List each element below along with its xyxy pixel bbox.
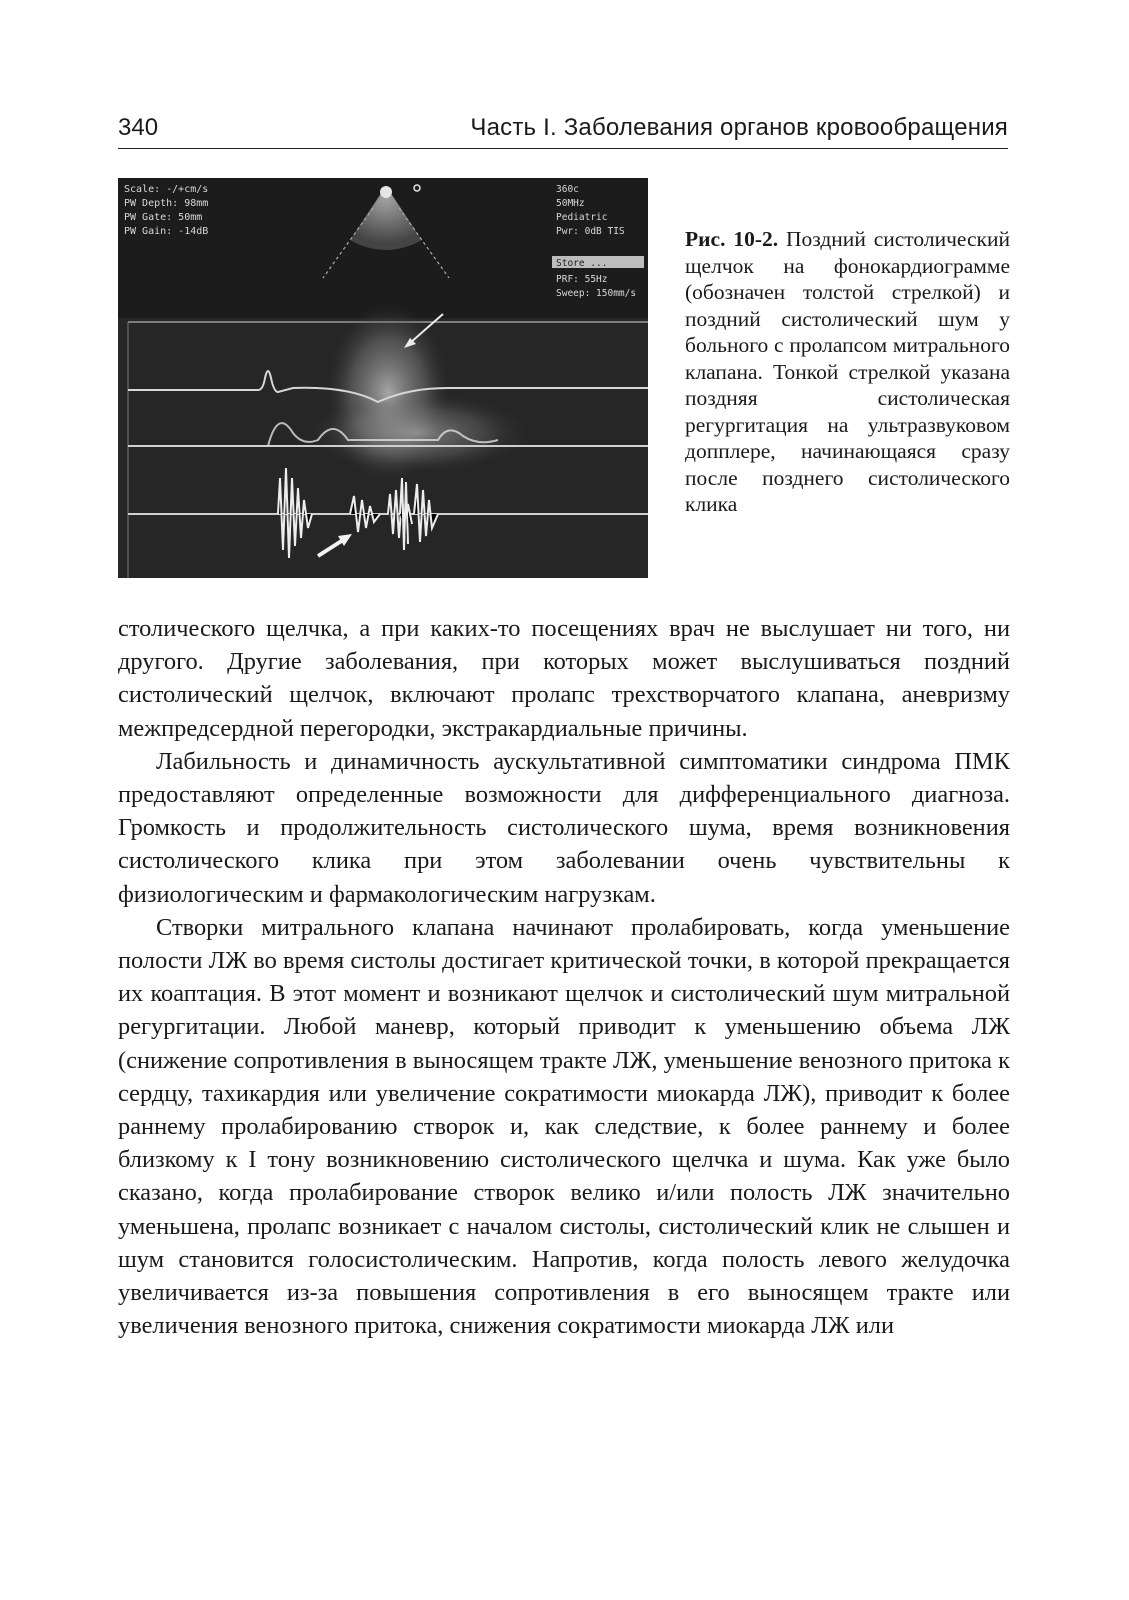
- overlay-right-line: Pediatric: [556, 212, 608, 223]
- caption-label: Рис. 10-2.: [685, 227, 779, 251]
- overlay-right-line: PRF: 55Hz: [556, 274, 608, 285]
- running-head: [118, 108, 1008, 149]
- overlay-left-line: PW Depth: 98mm: [124, 198, 209, 209]
- doppler-figure: [118, 178, 648, 578]
- page-number: 340: [118, 114, 159, 141]
- overlay-right-line: 360c: [556, 184, 579, 195]
- overlay-left-line: PW Gain: -14dB: [124, 226, 209, 237]
- paragraph: столического щелчка, а при каких-то посещениях врач не выслушает ни того, ни другого. Другие заболевания, при которых может выслушиваться поздний систолический щелчок, включают пролапс трехстворчатого клапана, аневризму межпредсердной перегородки, экстракардиальные причины.: [118, 615, 1010, 742]
- overlay-left-line: Scale: -/+cm/s: [124, 184, 209, 195]
- overlay-right-line: 50MHz: [556, 198, 585, 209]
- overlay-right-line: Sweep: 150mm/s: [556, 288, 637, 299]
- figure-caption: [685, 226, 1010, 518]
- overlay-right-line: Store ...: [556, 258, 608, 269]
- paragraph: Створки митрального клапана начинают пролабировать, когда уменьшение полости ЛЖ во время систолы достигает критической точки, в которой прекращается их коаптация. В этот момент и возникают щелчок и систолический шум митральной регургитации. Любой маневр, который приводит к уменьшению объема ЛЖ (снижение сопротивления в выносящем тракте ЛЖ, уменьшение венозного притока к сердцу, тахикардия или увеличение сократимости миокарда ЛЖ), приводит к более раннему пролабированию створок и, как следствие, к более раннему и более близкому к I тону возникновению систолического щелчка и шума. Как уже было сказано, когда пролабирование створок велико и/или полость ЛЖ значительно уменьшена, пролапс возникает с началом систолы, систолический клик не слышен и шум становится голосистолическим. Напротив, когда полость левого желудочка увеличивается из-за повышения сопротивления в его выносящем тракте или увеличения венозного притока, снижения сократимости миокарда ЛЖ или: [118, 913, 1010, 1340]
- paragraph: Лабильность и динамичность аускультативной симптоматики синдрома ПМК предоставляют определенные возможности для дифференциального диагноза. Громкость и продолжительность систолического шума, время возникновения систолического клика при этом заболевании очень чувствительны к физиологическим и фармакологическим нагрузкам.: [118, 747, 1010, 908]
- body-text: [118, 612, 1010, 1342]
- overlay-left-line: PW Gate: 50mm: [124, 212, 203, 223]
- doppler-image: [118, 178, 648, 578]
- running-title: Часть I. Заболевания органов кровообращения: [470, 114, 1008, 141]
- caption-text: Поздний систолический щелчок на фонокардиограмме (обозначен толстой стрелкой) и поздний систолический шум у больного с пролапсом митрального клапана. Тонкой стрелкой указана поздняя систолическая регургитация на ультразвуковом допплере, начинающаяся сразу после позднего систолического клика: [685, 227, 1010, 516]
- overlay-right-line: Pwr: 0dB TIS: [556, 226, 625, 237]
